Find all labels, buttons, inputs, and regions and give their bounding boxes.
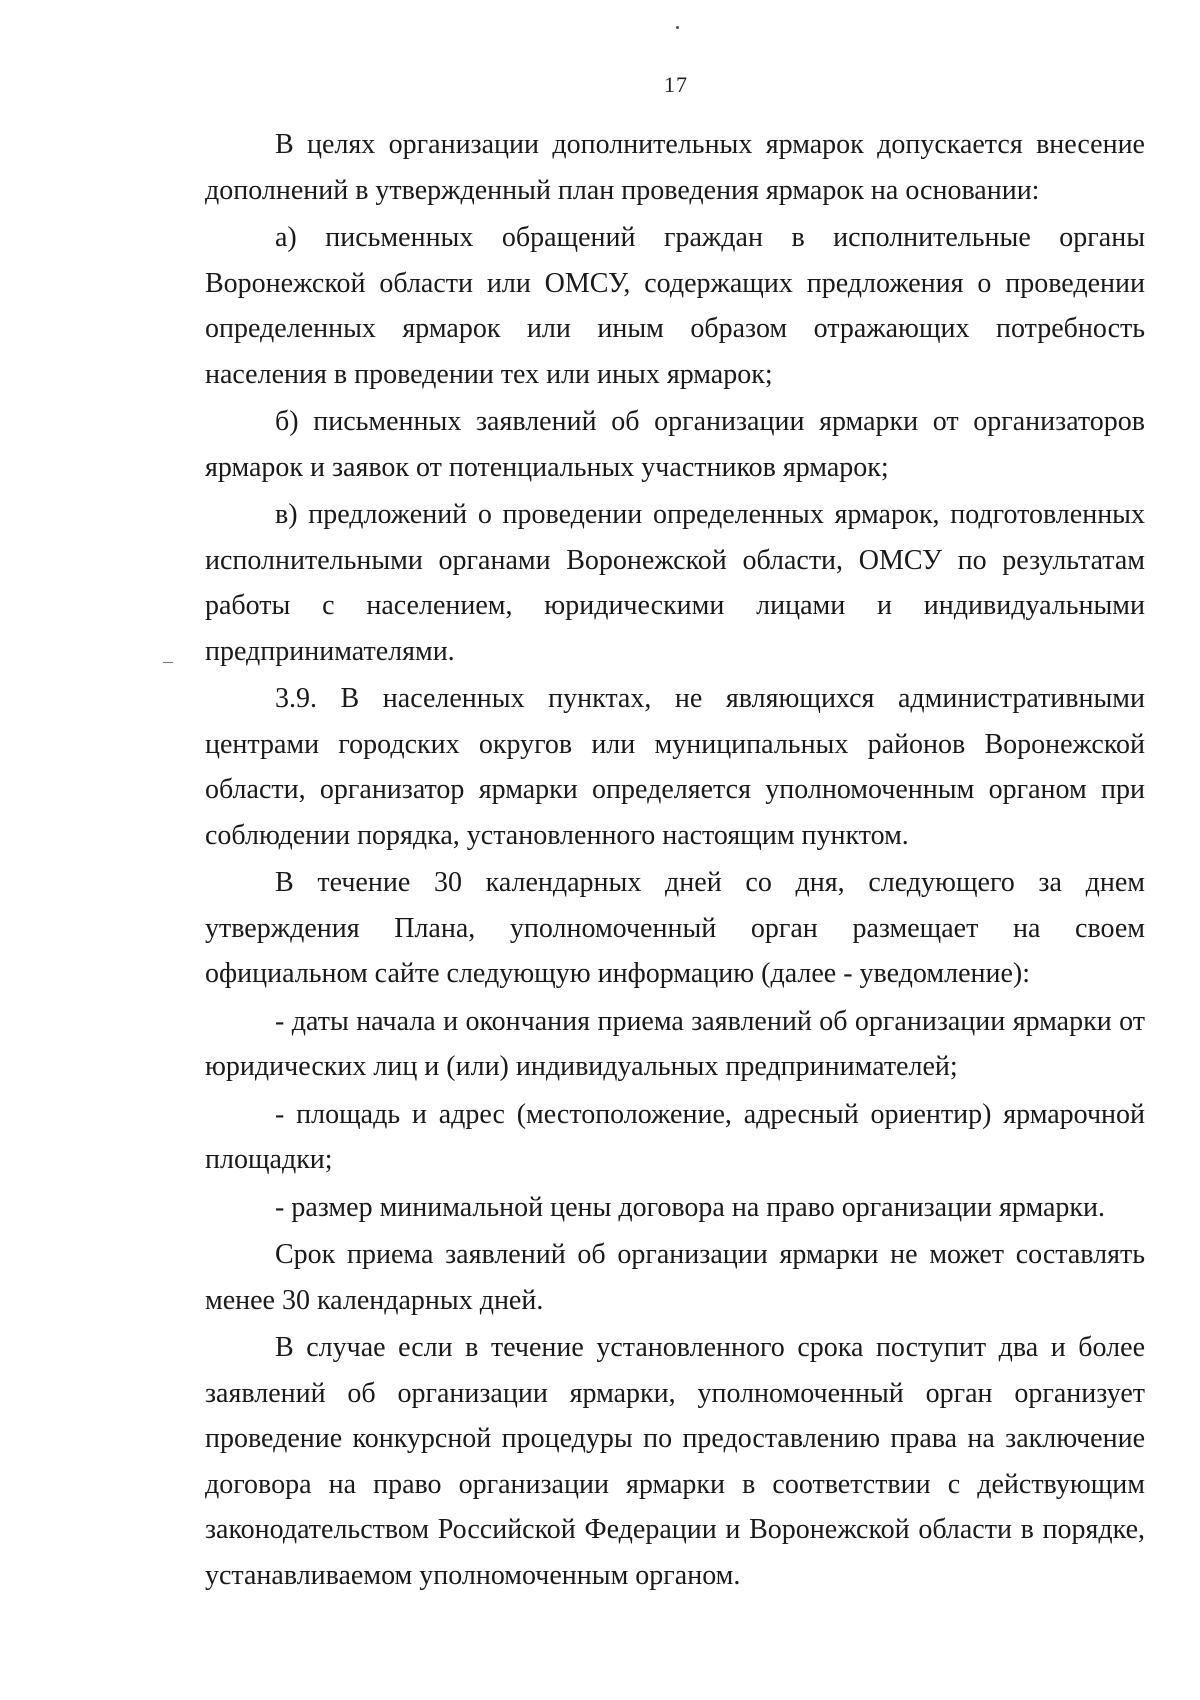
paragraph-item-a: а) письменных обращений граждан в исполнительные органы Воронежской области или ОМСУ, содержащих предложения о проведении определенных ярмарок или иным образом отражающих потребность населения в проведении тех или иных ярмарок; [205,222,1145,390]
paragraph-clause-3-9: 3.9. В населенных пунктах, не являющихся административными центрами городских округов или муниципальных районов Воронежской области, организатор ярмарки определяется уполномоченным органом при соблюдении порядка, установленного настоящим пунктом. [205,683,1145,851]
paragraph-item-v: в) предложений о проведении определенных ярмарок, подготовленных исполнительными органами Воронежской области, ОМСУ по результатам работы с населением, юридическими лицами и индивидуальными предпринимателями. [205,499,1145,667]
paragraph-item-b: б) письменных заявлений об организации ярмарки от организаторов ярмарок и заявок от потенциальных участников ярмарок; [205,406,1145,483]
paragraph-notice: В течение 30 календарных дней со дня, следующего за днем утверждения Плана, уполномоченный орган размещает на своем официальном сайте следующую информацию (далее - уведомление): [205,867,1145,989]
scan-mark [163,662,173,663]
paragraph-notice-area: - площадь и адрес (местоположение, адресный ориентир) ярмарочной площадки; [205,1098,1145,1175]
scan-speck [676,26,679,29]
paragraph-deadline: Срок приема заявлений об организации ярмарки не может составлять менее 30 календарных дней. [205,1239,1145,1316]
paragraph-intro: В целях организации дополнительных ярмарок допускается внесение дополнений в утвержденный план проведения ярмарок на основании: [205,129,1145,206]
paragraph-notice-price: - размер минимальной цены договора на право организации ярмарки. [275,1191,1106,1223]
page-number [0,72,1200,98]
document-body [205,122,1145,1598]
paragraph-competition: В случае если в течение установленного срока поступит два и более заявлений об организации ярмарки, уполномоченный орган организует проведение конкурсной процедуры по предоставлению права на заключение договора на право организации ярмарки в соответствии с действующим законодательством Российской Федерации и Воронежской области в порядке, устанавливаемом уполномоченным органом. [205,1332,1145,1591]
page-number-text: 17 [664,72,688,97]
paragraph-notice-dates: - даты начала и окончания приема заявлений об организации ярмарки от юридических лиц и (или) индивидуальных предпринимателей; [205,1005,1145,1082]
